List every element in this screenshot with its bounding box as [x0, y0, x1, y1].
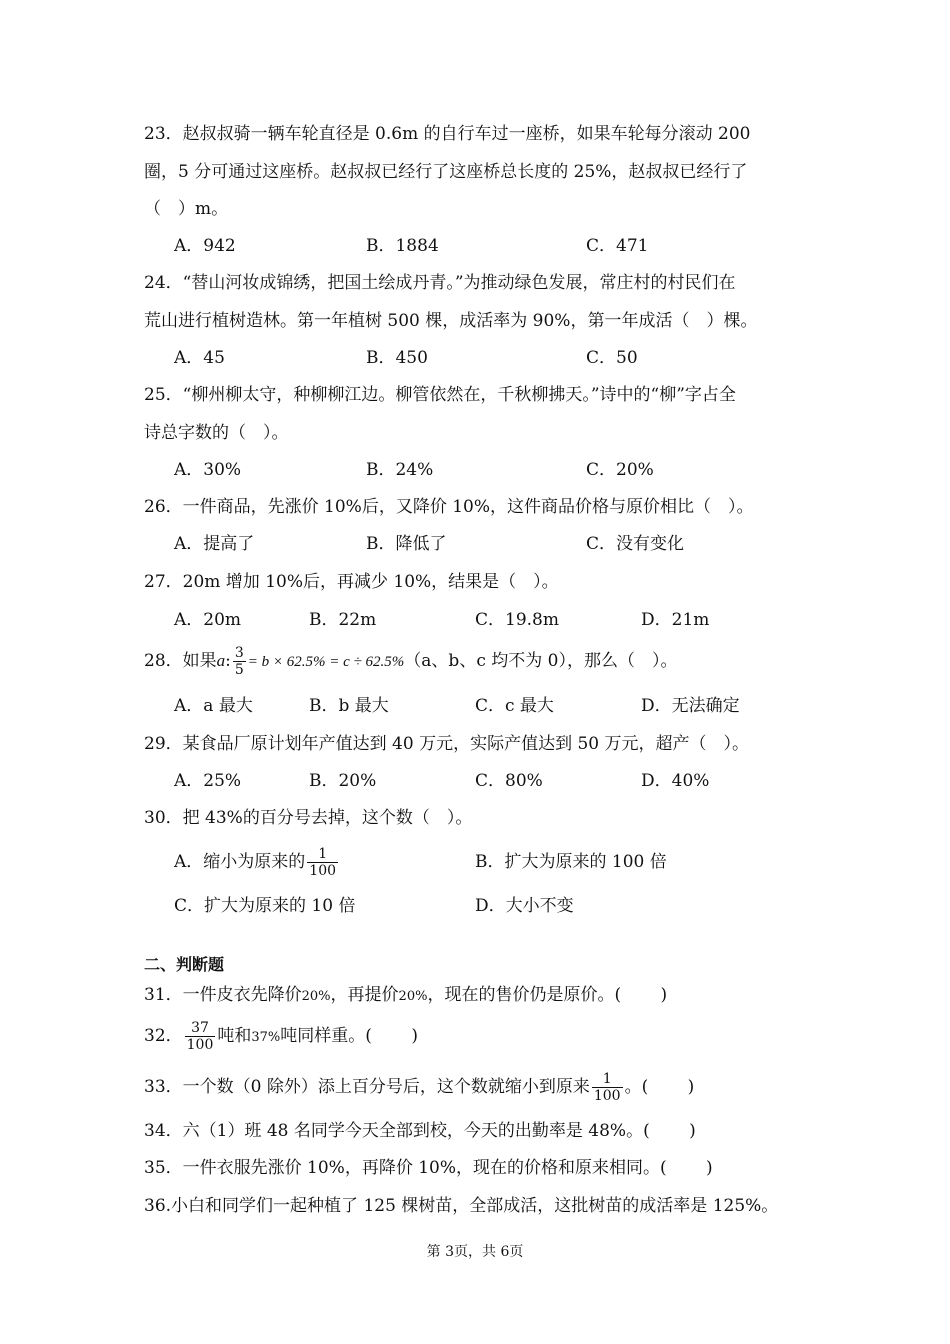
- q24-option-c: C．50: [586, 348, 638, 368]
- q28-line1: [144, 643, 677, 680]
- q28-expression: = b × 62.5% = c ÷ 62.5%: [247, 654, 405, 670]
- q26-line1: 26．一件商品，先涨价 10%后，又降价 10%，这件商品价格与原价相比（ ）。: [144, 497, 754, 517]
- q27-option-b: B．22m: [309, 610, 377, 630]
- q30-frac-num: 1: [307, 846, 338, 863]
- q30-option-c: C．扩大为原来的 10 倍: [174, 896, 356, 916]
- q33-prefix: 33．一个数（0 除外）添上百分号后，这个数就缩小到原来: [144, 1077, 590, 1097]
- q32-percent: 37%: [251, 1030, 281, 1045]
- q27-line1: 27．20m 增加 10%后，再减少 10%，结果是（ ）。: [144, 572, 559, 592]
- q34-line: 34．六（1）班 48 名同学今天全部到校，今天的出勤率是 48%。( ): [144, 1121, 696, 1141]
- q23-line3: （ ）m。: [144, 199, 229, 219]
- q31-suffix: ，现在的售价仍是原价。( ): [427, 985, 668, 1005]
- q25-option-c: C．20%: [586, 460, 654, 480]
- q33-fraction: [592, 1071, 623, 1104]
- q30-frac-den: 100: [309, 863, 337, 879]
- q32-prefix: 32．: [144, 1026, 183, 1046]
- q35-line: 35．一件衣服先涨价 10%，再降价 10%，现在的价格和原来相同。( ): [144, 1158, 713, 1178]
- q25-option-a: A．30%: [174, 460, 242, 480]
- q29-option-b: B．20%: [309, 771, 377, 791]
- q32-line: [144, 1016, 418, 1058]
- q28-fraction: [233, 645, 246, 678]
- q26-option-b: B．降低了: [366, 534, 447, 554]
- q31-percent-1: 20%: [301, 989, 331, 1004]
- q29-option-a: A．25%: [174, 771, 242, 791]
- q23-option-a: A．942: [174, 236, 236, 256]
- q30-option-a: [174, 842, 340, 882]
- q33-frac-den: 100: [593, 1088, 621, 1104]
- q32-frac-num: 37: [185, 1020, 216, 1037]
- q23-line1: 23．赵叔叔骑一辆车轮直径是 0.6m 的自行车过一座桥，如果车轮每分滚动 200: [144, 124, 751, 144]
- q24-option-b: B．450: [366, 348, 428, 368]
- q32-fraction: [185, 1020, 216, 1053]
- q27-option-c: C．19.8m: [475, 610, 559, 630]
- q30-option-d: D．大小不变: [475, 896, 574, 916]
- q30-option-a-fraction: [307, 846, 338, 879]
- q24-line2: 荒山进行植树造林。第一年植树 500 棵，成活率为 90%，第一年成活（ ）棵。: [144, 311, 758, 331]
- page-footer: 第 3页，共 6页: [426, 1244, 524, 1260]
- q29-line1: 29．某食品厂原计划年产值达到 40 万元，实际产值达到 50 万元，超产（ ）。: [144, 734, 750, 754]
- q33-frac-num: 1: [592, 1071, 623, 1088]
- q28-option-a: A．a 最大: [174, 696, 253, 716]
- q28-option-d: D．无法确定: [641, 696, 740, 716]
- q32-mid: 吨和: [217, 1026, 252, 1046]
- q31-percent-2: 20%: [398, 989, 428, 1004]
- section-judgement-title: 二、判断题: [144, 955, 225, 974]
- q26-option-c: C．没有变化: [586, 534, 685, 554]
- q24-line1: 24．“替山河妆成锦绣，把国土绘成丹青。”为推动绿色发展，常庄村的村民们在: [144, 273, 736, 293]
- q32-suffix: 吨同样重。( ): [280, 1026, 418, 1046]
- q29-option-d: D．40%: [641, 771, 710, 791]
- q29-option-c: C．80%: [475, 771, 543, 791]
- q30-option-a-text: A．缩小为原来的: [174, 852, 306, 872]
- q27-option-a: A．20m: [174, 610, 242, 630]
- q33-line: [144, 1067, 694, 1107]
- q36-line: 36.小白和同学们一起种植了 125 棵树苗，全部成活，这批树苗的成活率是 125%。: [144, 1196, 779, 1216]
- q28-frac-den: 5: [234, 662, 244, 678]
- q28-frac-num: 3: [234, 645, 244, 661]
- q26-option-a: A．提高了: [174, 534, 255, 554]
- q32-frac-den: 100: [186, 1037, 214, 1053]
- q23-option-b: B．1884: [366, 236, 439, 256]
- q25-line2: 诗总字数的（ ）。: [144, 423, 289, 443]
- q27-option-d: D．21m: [641, 610, 710, 630]
- q28-colon: :: [225, 651, 231, 671]
- q31-mid: ，再提价: [330, 985, 399, 1005]
- q23-option-c: C．471: [586, 236, 649, 256]
- q30-option-b: B．扩大为原来的 100 倍: [475, 852, 667, 872]
- q24-option-a: A．45: [174, 348, 225, 368]
- q28-var-a: a: [216, 651, 226, 670]
- q28-prefix: 28．如果: [144, 651, 217, 671]
- q23-line2: 圈，5 分可通过这座桥。赵叔叔已经行了这座桥总长度的 25%，赵叔叔已经行了: [144, 162, 748, 182]
- q31-prefix: 31．一件皮衣先降价: [144, 985, 302, 1005]
- q25-option-b: B．24%: [366, 460, 434, 480]
- q33-suffix: 。( ): [624, 1077, 695, 1097]
- q28-option-c: C．c 最大: [475, 696, 554, 716]
- q30-line1: 30．把 43%的百分号去掉，这个数（ ）。: [144, 808, 473, 828]
- q31-line: [144, 983, 667, 1009]
- q28-option-b: B．b 最大: [309, 696, 389, 716]
- q25-line1: 25．“柳州柳太守，种柳柳江边。柳管依然在，千秋柳拂天。”诗中的“柳”字占全: [144, 385, 736, 405]
- q28-suffix: （a、b、c 均不为 0），那么（ ）。: [404, 651, 678, 671]
